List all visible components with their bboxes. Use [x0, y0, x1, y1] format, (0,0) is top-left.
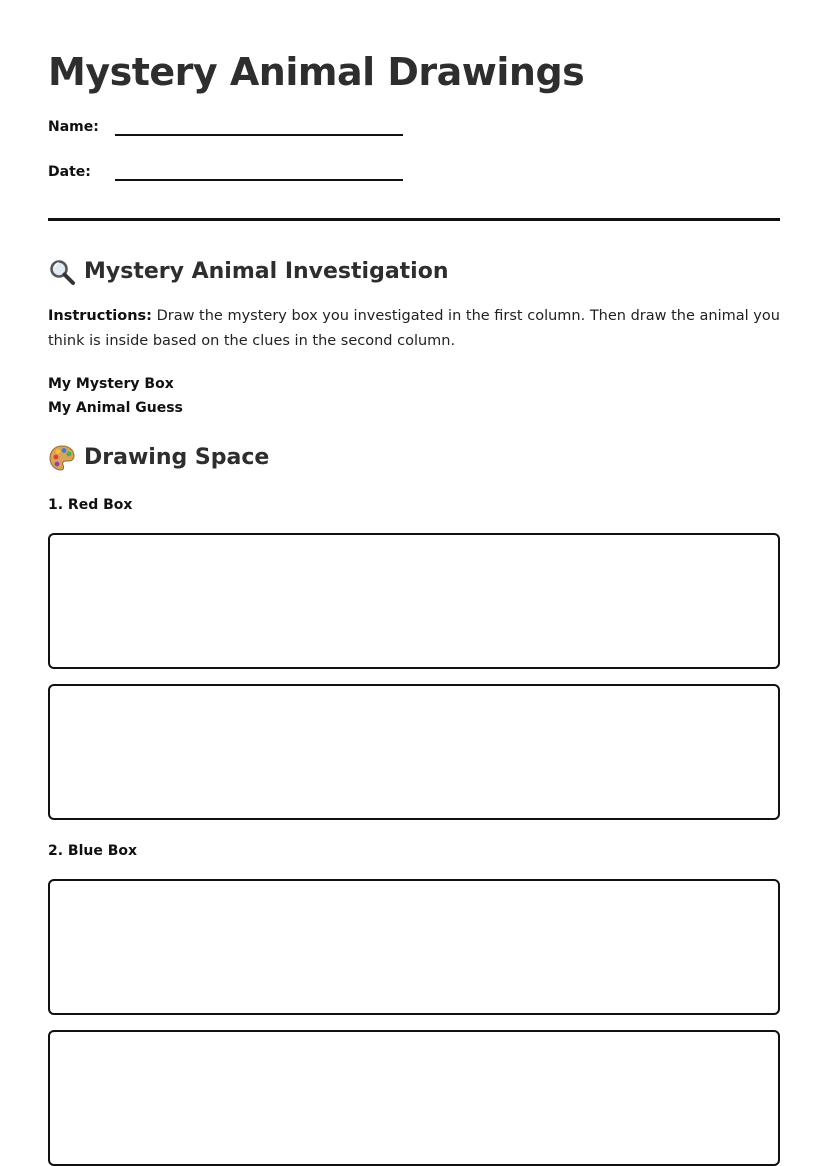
blue-box-mystery-drawing-area[interactable] — [48, 879, 780, 1015]
header-divider — [48, 218, 780, 221]
name-line[interactable] — [115, 120, 403, 136]
drawing-heading — [48, 444, 269, 472]
instructions-label: Instructions: — [48, 308, 152, 324]
blue-box-animal-guess-drawing-area[interactable] — [48, 1030, 780, 1166]
investigation-heading — [48, 258, 449, 286]
palette-icon — [48, 444, 76, 472]
page-title: Mystery Animal Drawings — [48, 50, 585, 94]
drawing-heading-text: Drawing Space — [84, 445, 270, 470]
column-2-label: My Animal Guess — [48, 400, 183, 416]
date-line[interactable] — [115, 165, 403, 181]
name-field — [48, 118, 403, 136]
date-field — [48, 163, 403, 181]
magnifying-glass-icon — [48, 258, 76, 286]
investigation-heading-text: Mystery Animal Investigation — [84, 259, 449, 284]
instructions — [48, 304, 780, 354]
red-box-mystery-drawing-area[interactable] — [48, 533, 780, 669]
section-label-blue-box: 2. Blue Box — [48, 843, 138, 859]
section-label-red-box: 1. Red Box — [48, 497, 133, 513]
column-1-label: My Mystery Box — [48, 376, 174, 392]
column-legend — [48, 372, 183, 420]
name-label: Name: — [48, 119, 99, 135]
date-label: Date: — [48, 164, 91, 180]
instructions-text: Draw the mystery box you investigated in the first column. Then draw the animal you think is inside based on the clues in the second column. — [48, 308, 780, 349]
red-box-animal-guess-drawing-area[interactable] — [48, 684, 780, 820]
